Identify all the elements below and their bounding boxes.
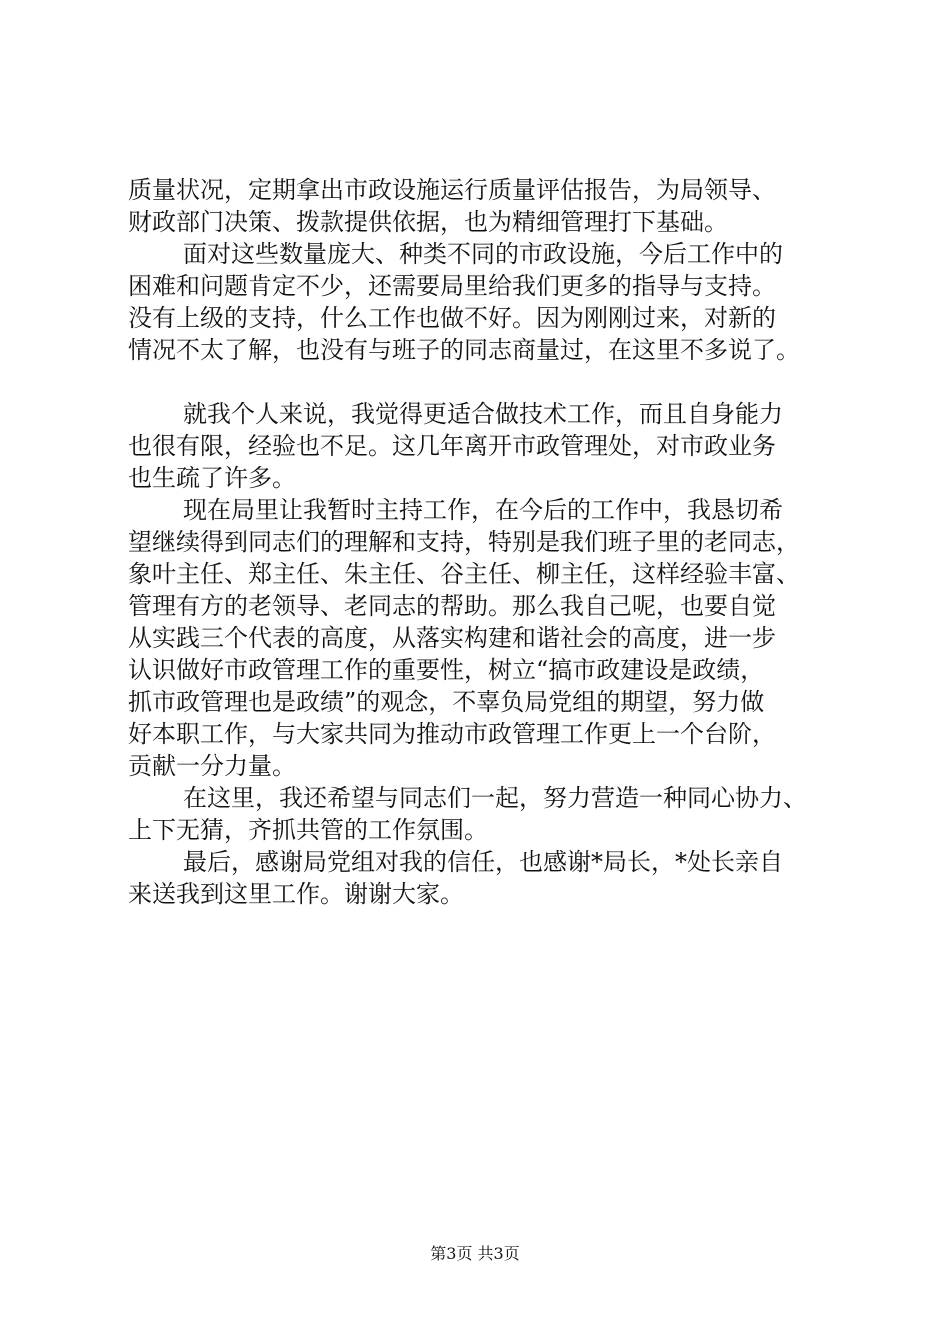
paragraph-start-line: 现在局里让我暂时主持工作，在今后的工作中，我恳切希 bbox=[183, 496, 783, 524]
text-line: 也很有限，经验也不足。这几年离开市政管理处，对市政业务 bbox=[128, 432, 776, 460]
text-line: 没有上级的支持，什么工作也做不好。因为刚刚过来，对新的 bbox=[128, 304, 776, 332]
page-number-footer: 第3页 共3页 bbox=[430, 1244, 520, 1263]
paragraph-start-line: 面对这些数量庞大、种类不同的市政设施，今后工作中的 bbox=[183, 240, 783, 268]
text-line: 象叶主任、郑主任、朱主任、谷主任、柳主任，这样经验丰富、 bbox=[128, 560, 800, 588]
paragraph-start-line: 就我个人来说，我觉得更适合做技术工作，而且自身能力 bbox=[183, 400, 783, 428]
paragraph-start-line: 最后，感谢局党组对我的信任，也感谢*局长，*处长亲自 bbox=[183, 848, 783, 876]
text-line: 财政部门决策、拨款提供依据，也为精细管理打下基础。 bbox=[128, 208, 728, 236]
text-line: 抓市政管理也是政绩”的观念，不辜负局党组的期望，努力做 bbox=[128, 688, 765, 716]
paragraph-spacer bbox=[128, 366, 838, 398]
text-line: 也生疏了许多。 bbox=[128, 464, 296, 492]
text-line: 上下无猜，齐抓共管的工作氛围。 bbox=[128, 816, 488, 844]
text-line: 困难和问题肯定不少，还需要局里给我们更多的指导与支持。 bbox=[128, 272, 776, 300]
text-line: 情况不太了解，也没有与班子的同志商量过，在这里不多说了。 bbox=[128, 336, 800, 364]
paragraph-start-line: 在这里，我还希望与同志们一起，努力营造一种同心协力、 bbox=[183, 784, 807, 812]
document-body bbox=[128, 174, 838, 910]
text-line: 认识做好市政管理工作的重要性，树立“搞市政建设是政绩， bbox=[128, 656, 765, 684]
text-line: 管理有方的老领导、老同志的帮助。那么我自己呢，也要自觉 bbox=[128, 592, 776, 620]
text-line: 质量状况，定期拿出市政设施运行质量评估报告，为局领导、 bbox=[128, 176, 776, 204]
text-line: 从实践三个代表的高度，从落实构建和谐社会的高度，进一步 bbox=[128, 624, 776, 652]
text-line: 贡献一分力量。 bbox=[128, 752, 296, 780]
text-line: 来送我到这里工作。谢谢大家。 bbox=[128, 880, 464, 908]
text-line: 望继续得到同志们的理解和支持，特别是我们班子里的老同志， bbox=[128, 528, 800, 556]
text-line: 好本职工作，与大家共同为推动市政管理工作更上一个台阶， bbox=[128, 720, 776, 748]
